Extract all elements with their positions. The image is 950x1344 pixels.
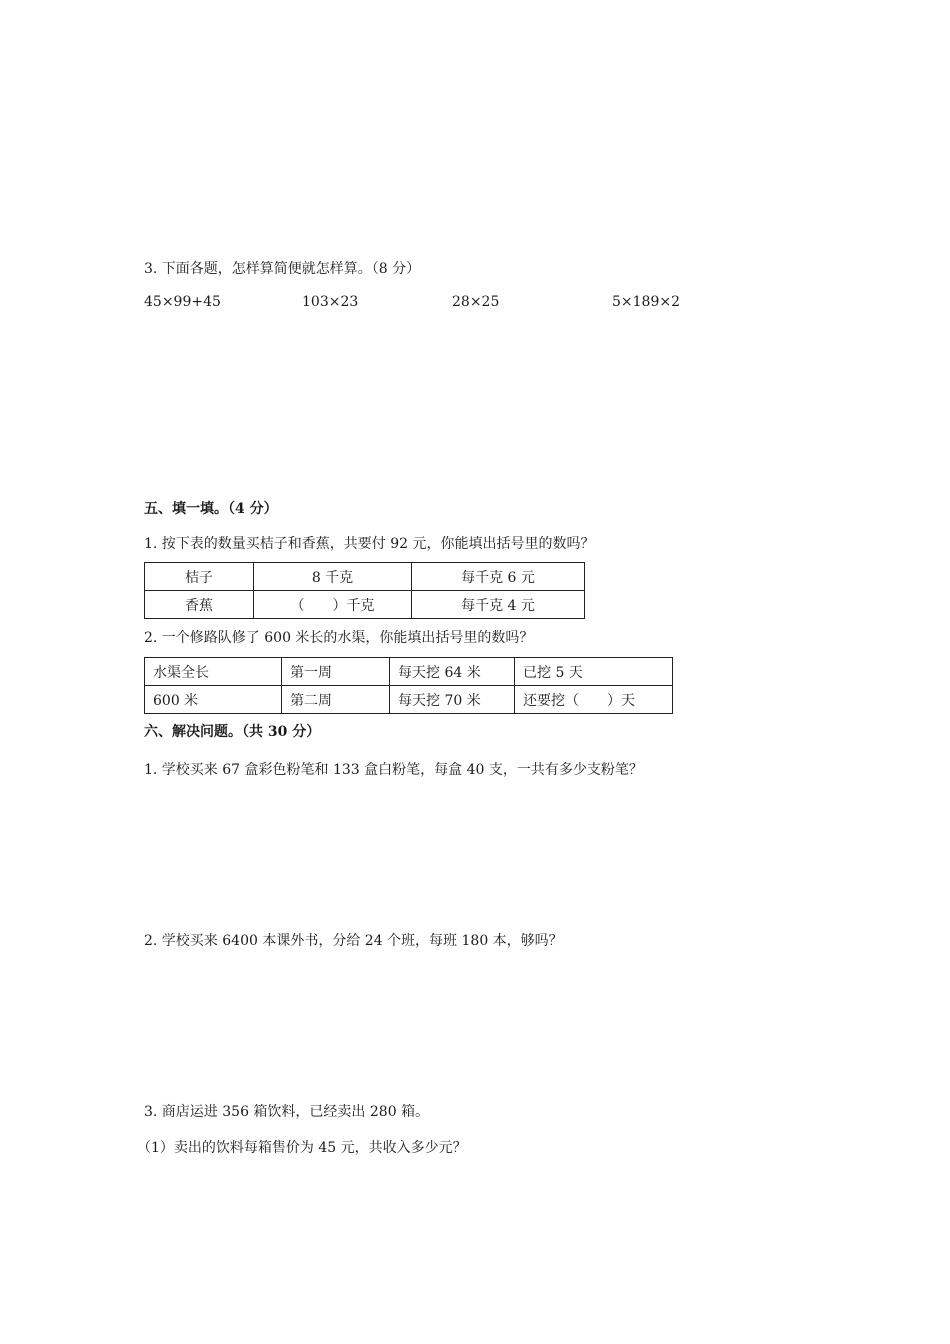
table-cell: 600 米 [145,686,282,714]
expr-4: 5×189×2 [612,294,680,310]
table-cell: 水渠全长 [145,658,282,686]
table-cell: 还要挖（ ）天 [515,686,673,714]
expr-1: 45×99+45 [144,294,221,310]
table-row [145,686,673,714]
expr-2: 103×23 [302,294,359,310]
table-cell: 香蕉 [145,591,254,619]
table-cell: 已挖 5 天 [515,658,673,686]
table-row [145,563,585,591]
table-cell: 第二周 [282,686,390,714]
table-row [145,658,673,686]
sec6-q1-text: 1. 学校买来 67 盒彩色粉笔和 133 盒白粉笔，每盒 40 支，一共有多少支粉笔？ [144,762,643,778]
fruit-table [144,562,585,619]
table-cell: 每天挖 64 米 [390,658,515,686]
table-cell: 8 千克 [254,563,412,591]
table-cell: 第一周 [282,658,390,686]
table-cell: 每千克 6 元 [412,563,585,591]
table-cell: 桔子 [145,563,254,591]
section-6-heading: 六、解决问题。（共 30 分） [144,724,321,740]
q3-heading: 3. 下面各题，怎样算简便就怎样算。（8 分） [144,261,421,277]
table-cell: 每天挖 70 米 [390,686,515,714]
sec6-q3-text: 3. 商店运进 356 箱饮料，已经卖出 280 箱。 [144,1104,430,1120]
canal-table [144,657,673,714]
table-cell: 每千克 4 元 [412,591,585,619]
sec6-q3-sub1-text: （1）卖出的饮料每箱售价为 45 元，共收入多少元？ [137,1140,467,1156]
table-cell: （ ）千克 [254,591,412,619]
expr-3: 28×25 [452,294,500,310]
section-5-heading: 五、填一填。（4 分） [144,501,278,517]
sec5-q2-text: 2. 一个修路队修了 600 米长的水渠，你能填出括号里的数吗？ [144,630,534,646]
sec6-q2-text: 2. 学校买来 6400 本课外书，分给 24 个班，每班 180 本，够吗？ [144,933,563,949]
table-row [145,591,585,619]
sec5-q1-text: 1. 按下表的数量买桔子和香蕉，共要付 92 元，你能填出括号里的数吗？ [144,536,595,552]
